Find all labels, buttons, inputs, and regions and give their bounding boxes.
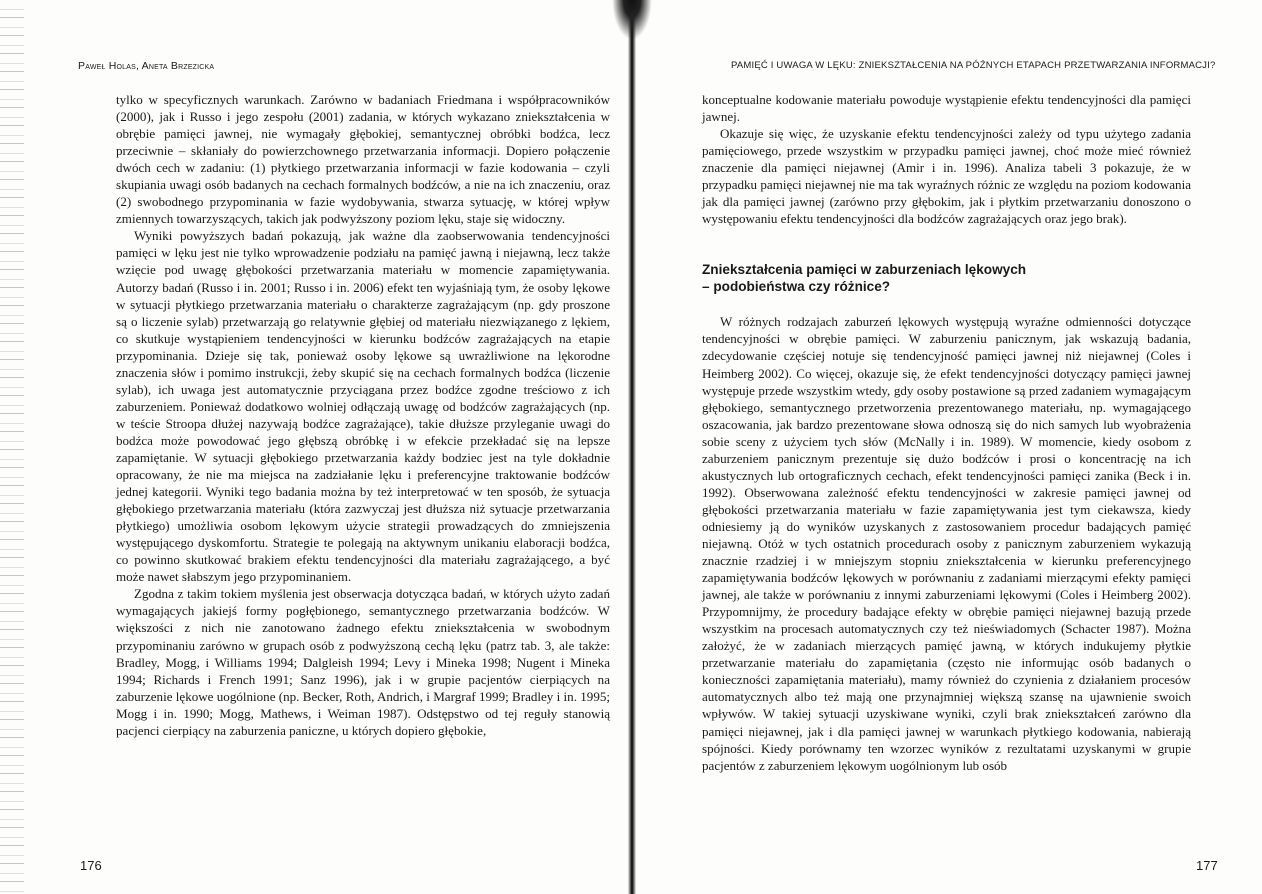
left-body-text <box>116 91 610 739</box>
left-paragraph-3: Zgodna z takim tokiem myślenia jest obserwacja dotycząca badań, w których użyto zadań wymagających jakiejś formy pogłębionego, semantycznego przetwarzania bodźców. W większości z nich nie zanotowano żadnego efektu zniekształcenia w swobodnym przypominaniu zarówno w grupach osób z podwyższoną cechą lęku (patrz tab. 3, ale także: Bradley, Mogg, i Williams 1994; Dalgleish 1994; Levy i Mineka 1998; Nugent i Mineka 1994; Richards i French 1991; Sanz 1996), jak i w grupie pacjentów cierpiących na zaburzenie lękowe uogólnione (np. Becker, Roth, Andrich, i Margraf 1999; Bradley i in. 1995; Mogg i in. 1990; Mogg, Mathews, i Weiman 1987). Odstępstwo od tej reguły stanowią pacjenci cierpiący na zaburzenia paniczne, u których dopiero głębokie, <box>116 586 610 738</box>
right-paragraph-2: Okazuje się więc, że uzyskanie efektu tendencyjności zależy od typu użytego zadania pamięciowego, przede wszystkim w przypadku pamięci jawnej, choć może mieć również znaczenie dla pamięci niejawnej (Amir i in. 1996). Analiza tabeli 3 pokazuje, że w przypadku pamięci niejawnej nie ma tak wyraźnych różnic ze względu na poziom kodowania jak dla pamięci jawnej (zarówno przy głębokim, jak i płytkim przetwarzaniu donoszono o występowaniu efektu tendencyjności dla bodźców zagrażających oraz jego brak). <box>702 126 1191 227</box>
left-page <box>0 0 628 894</box>
right-paragraph-1: konceptualne kodowanie materiału powoduje wystąpienie efektu tendencyjności dla pamięci jawnej. <box>702 92 1191 125</box>
section-heading-line-2: – podobieństwa czy różnice? <box>702 279 891 295</box>
left-page-number: 176 <box>80 858 102 873</box>
section-heading <box>702 261 1191 295</box>
right-paragraph-3: W różnych rodzajach zaburzeń lękowych występują wyraźne odmienności dotyczące tendencyjności w obrębie pamięci. W zaburzeniu panicznym, jak wskazują badania, zdecydowanie częściej notuje się tendencyjność pamięci jawnej niż niejawnej (Coles i Heimberg 2002). Co więcej, okazuje się, że efekt tendencyjności dotyczący pamięci jawnej występuje przede wszystkim wtedy, gdy osoby postawione są przed zadaniem wymagającym głębokiego, semantycznego przetworzenia prezentowanego materiału, np. wymagającego oszacowania, jak bardzo prezentowane słowa odnoszą się do nich samych lub wyobrażenia sobie sceny z użyciem tych słów (McNally i in. 1989). W momencie, kiedy osobom z zaburzeniem panicznym prezentuje się dużo bodźców i prosi o koncentrację na ich akustycznych lub ortograficznych cechach, efekt tendencyjności pamięci zanika (Beck i in. 1992). Obserwowana zależność efektu tendencyjności w zakresie pamięci jawnej od głębokości przetwarzania materiału w fazie zapamiętywania jest tym ciekawsza, kiedy odniesiemy ją do wyników uzyskanych z zastosowaniem procedur badających pamięć niejawną. Otóż w tych ostatnich procedurach osoby z panicznym zaburzeniem wykazują znacznie rzadziej i w mniejszym stopniu zniekształcenia w kierunku preferencyjnego zapamiętywania bodźców lękowych w porównaniu z zadaniami mierzącymi efekty pamięci jawnej, ale także w porównaniu z innymi zaburzeniami lękowymi (Coles i Heimberg 2002). Przypomnijmy, że procedury badające efekty w obrębie pamięci niejawnej bazują przede wszystkim na procesach automatycznych czy też nieświadomych (Schacter 1987). Można założyć, że w zadaniach mierzących pamięć jawną, w których indukujemy płytkie przetwarzanie materiału do zapamiętania (często nie informując osób badanych o konieczności zapamiętania materiału), mamy również do czynienia z działaniem procesów automatycznych albo też mają one przynajmniej większą szansę na ujawnienie swoich wpływów. W takiej sytuacji uzyskiwane wyniki, czyli brak zniekształceń zarówno dla pamięci niejawnej, jak i dla pamięci jawnej w warunkach płytkiego kodowania, nabierają spójności. Kiedy porównamy ten wzorzec wyników z rezultatami uzyskanymi w grupie pacjentów z zaburzeniem lękowym uogólnionym lub osób <box>702 314 1191 773</box>
right-page-number: 177 <box>1196 858 1218 873</box>
scan-edge-artifact <box>0 0 24 894</box>
right-page <box>636 0 1262 894</box>
right-body-text <box>702 91 1191 774</box>
left-running-head: Paweł Holas, Aneta Brzezicka <box>78 60 215 72</box>
section-heading-line-1: Zniekształcenia pamięci w zaburzeniach lękowych <box>702 262 1027 278</box>
book-gutter <box>628 0 636 894</box>
right-running-head: PAMIĘĆ I UWAGA W LĘKU: ZNIEKSZTAŁCENIA NA PÓŹNYCH ETAPACH PRZETWARZANIA INFORMACJI? <box>731 60 1216 71</box>
left-paragraph-1: tylko w specyficznych warunkach. Zarówno w badaniach Friedmana i współpracowników (2000), jak i Russo i jego zespołu (2001) zadania, w których wykazano zniekształcenia w obrębie pamięci jawnej, nie wymagały głębokiej, semantycznej obróbki bodźca, lecz przeciwnie – skłaniały do powierzchownego przetwarzania informacji. Dopiero połączenie dwóch cech w zadaniu: (1) płytkiego przetwarzania informacji w fazie kodowania – czyli skupiania uwagi osób badanych na cechach formalnych bodźców, a nie na ich znaczeniu, oraz (2) swobodnego przypominania w fazie wydobywania, stwarza sytuację, w której wpływ zmiennych towarzyszących, takich jak podwyższony poziom lęku, staje się widoczny. <box>116 92 610 227</box>
left-paragraph-2: Wyniki powyższych badań pokazują, jak ważne dla zaobserwowania tendencyjności pamięci w lęku jest nie tylko wprowadzenie podziału na pamięć jawną i niejawną, lecz także wzięcie pod uwagę głębokości przetwarzania materiału w momencie zapamiętywania. Autorzy badań (Russo i in. 2001; Russo i in. 2006) efekt ten wyjaśniają tym, że osoby lękowe w sytuacji płytkiego przetwarzania materiału o charakterze zagrażającym (np. gdy proszone są o liczenie sylab) przetwarzają go relatywnie głębiej od materiału niezwiązanego z lękiem, co skutkuje wystąpieniem tendencyjności w kierunku bodźców zagrażających na etapie przypominania. Dzieje się tak, ponieważ osoby lękowe są uwrażliwione na lękorodne znaczenia słów i pomimo instrukcji, żeby skupić się na cechach formalnych bodźca (liczenie sylab), ich uwaga jest automatycznie przyciągana przez bodźce zgodne treściowo z ich zaburzeniem. Ponieważ dodatkowo wolniej odłączają uwagę od bodźców zagrażających (np. w teście Stroopa dłużej nazywają bodźce zagrażające), takie dłuższe przyleganie uwagi do bodźca może powodować jego głębszą obróbkę i w efekcie przekładać się na lepsze zapamiętanie. W sytuacji głębokiego przetwarzania każdy bodziec jest na tyle dokładnie opracowany, że nie ma miejsca na zadziałanie lęku i preferencyjne traktowanie bodźców jednej kategorii. Wyniki tego badania można by też interpretować w ten sposób, że sytuacja głębokiego przetwarzania materiału (która zazwyczaj jest dłuższa niż sytuacje przetwarzania płytkiego) umożliwia osobom lękowym użycie strategii prowadzących do zmniejszenia występującego dyskomfortu. Strategie te polegają na aktywnym unikaniu elaboracji bodźca, co powinno skutkować brakiem efektu tendencyjności dla materiału zagrażającego, a być może nawet słabszym jego przypominaniem. <box>116 228 610 585</box>
